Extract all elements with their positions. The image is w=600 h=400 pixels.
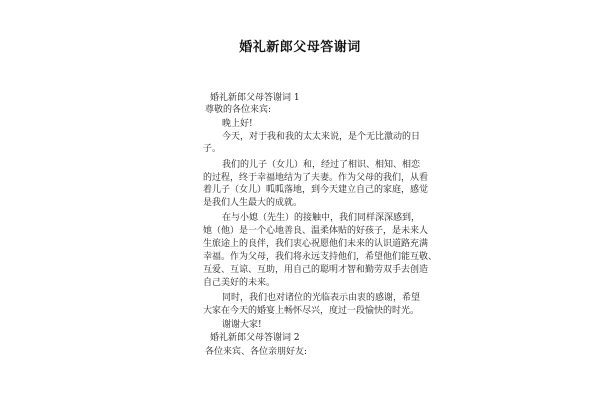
paragraph-line: 生旅途上的良伴，我们衷心祝愿他们未来的认识道路充满 bbox=[203, 239, 429, 249]
section-heading-1: 婚礼新郎父母答谢词 1 bbox=[210, 93, 300, 103]
paragraph-line: 子。 bbox=[203, 144, 222, 154]
paragraph-line: 同时，我们也对诸位的光临表示由衷的感谢，希望 bbox=[222, 293, 421, 303]
paragraph-line: 在与小媳（先生）的接触中，我们同样深深感到， bbox=[222, 213, 421, 223]
paragraph-line: 幸福。作为父母，我们将永远支持他们，希望他们能互敬、 bbox=[203, 252, 438, 262]
greeting-line: 晚上好! bbox=[222, 119, 253, 129]
paragraph-line: 她（他）是一个心地善良、温柔体贴的好孩子，是未来人 bbox=[203, 226, 429, 236]
document-title: 婚礼新郎父母答谢词 bbox=[239, 40, 361, 55]
paragraph-line: 自己美好的未来。 bbox=[203, 278, 276, 288]
paragraph-line: 着儿子（女儿）呱呱落地，到今天建立自己的家庭，感觉 bbox=[203, 185, 429, 195]
salutation-line: 尊敬的各位来宾: bbox=[205, 105, 272, 115]
paragraph-line: 我们的儿子（女儿）和，经过了相识、相知、相恋 bbox=[222, 160, 421, 170]
paragraph-line: 今天，对于我和我的太太来说，是个无比激动的日 bbox=[222, 132, 421, 142]
thanks-line: 谢谢大家! bbox=[222, 320, 262, 330]
paragraph-line: 的过程，终于幸福地结为了夫妻。作为父母的我们，从看 bbox=[203, 173, 429, 183]
paragraph-line: 互爱、互谅、互助，用自己的聪明才智和勤劳双手去创造 bbox=[203, 265, 429, 275]
paragraph-line: 是我们人生最大的成就。 bbox=[203, 198, 303, 208]
section-heading-2: 婚礼新郎父母答谢词 2 bbox=[210, 333, 300, 343]
paragraph-line: 大家在今天的婚宴上畅怀尽兴，度过一段愉快的时光。 bbox=[203, 306, 420, 316]
salutation-line-2: 各位来宾、各位亲朋好友: bbox=[205, 347, 308, 357]
